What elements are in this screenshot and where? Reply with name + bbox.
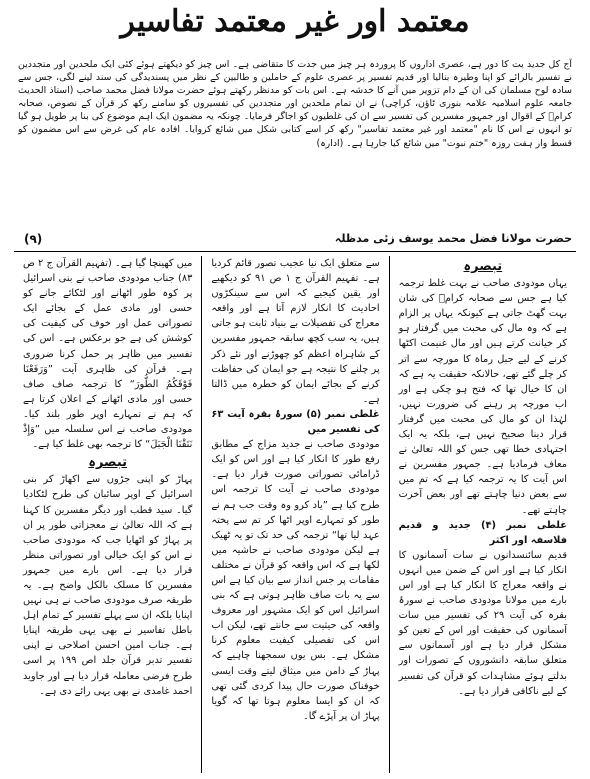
error-subheading: غلطی نمبر (۴) جدید و قدیم فلاسفہ اور اکثر (398, 519, 567, 546)
column-text: قدیم سائنسدانوں نے سات آسمانوں کا انکار کیا ہے اور اس کے ضمن میں انہوں نے واقعہ معراج کا انکار کیا ہے اور اس بارے میں مولانا مودودی صاحب نے سورۂ بقرہ کی آیت ۲۹ کی تفسیر میں سات آسمانوں کی حقیقت اور اس کے تعین کو مشکل قرار دیا ہے اور آسمانوں سے متعلق سابقہ دانشوروں کے تصورات اور بدلتے ہوئے مشاہدات کو قرآن کی تفسیر کے لیے ناکافی قرار دیا ہے۔ (398, 549, 567, 697)
column-text: پہاڑ کو اپنی جڑوں سے اکھاڑ کر بنی اسرائیل کے اوپر سائبان کی طرح لٹکادیا گیا۔ سید قطب اور دیگر مفسرین کا کہنا ہے کہ اللہ تعالیٰ نے معجزاتی طور پر ان پر پہاڑ کو اٹھایا جب کہ مودودی صاحب نے اس کو ایک خیالی اور تصوراتی منظر قرار دیا ہے۔ اس بارے میں جمہور مفسرین کا مسلک بالکل واضح ہے۔ یہ طریقہ صرف مودودی صاحب نے ہی نہیں اپنایا بلکہ ان سے پہلے تفسیر کے تمام اہل باطل تفاسیر نے بھی یہی طریقہ اپنایا ہے۔ جناب امین احسن اصلاحی نے اپنی تفسیر تدبر قرآن جلد اص ۱۹۹ پر اسی طرح فرضی معاملہ قرار دیا ہے اور جاوید احمد غامدی نے بھی یہی رائے دی ہے۔ (23, 474, 193, 697)
article-title: معتمد اور غیر معتمد تفاسیر (120, 4, 470, 39)
column-text: سے متعلق ایک نیا عجیب تصور قائم کردیا ہے۔ تفہیم القرآن ج ۱ ص ۹۱ کو دیکھیے اور یقین کیجیے کہ اس سے سینکڑوں احادیث کا انکار لازم آتا ہے اور واقعہ معراج کی تفصیلات بے بنیاد ثابت ہو جاتی ہیں، یہ سب کچھ سابقہ جمہور مفسرین کے شاہراہ اعظم کو چھوڑنے اور نئے ذکر پر چلنے کا نتیجہ ہے جو ایمان کی حفاظت کرنے کے بجائے ایمان کو خطرہ میں ڈالتا ہے۔ (211, 258, 380, 405)
column-heading: تبصرہ (88, 455, 128, 471)
editorial-intro: آج کل جدید یت کا دور ہے، عصری اداروں کا پروردہ ہر چیز میں جدت کا متقاضی ہے۔ اس چیز کو دیکھتے ہوئے کئی ایک ملحدین اور متجددین نے تفسیر بالرائے کو اپنا وطیرہ بنالیا اور قدیم تفسیر پر عصری علوم کے حاملین و طالبین کے نظر میں پسندیدگی کی سند لینے لگی، جس سے سادہ لوح مسلمان کی ان کے دام تزویر میں آنے کا خدشہ ہے۔ اس بات کو مدنظر رکھتے ہوئے حضرت مولانا فضل محمد صاحب (استاذ الحدیث جامعہ علوم اسلامیہ علامہ بنوری ٹاؤن، کراچی) نے ان تمام ملحدین اور متجددین کی تفسیروں کو سامنے رکھ کر قرآن کے نصوص، صحابہ کرامؓ کے اقوال اور جمہور مفسرین کی تفسیر سے ان کی غلطیوں کو اجاگر فرمایا۔ چونکہ یہ مضمون ایک اہم موضوع کی بنا پر طویل ہو گیا تو انہوں نے اس کا نام "معتمد اور غیر معتمد تفاسیر" رکھ کر اسے کتابی شکل میں شائع کروایا۔ افادہ عام کی غرض سے اس مضمون کو قسط وار ہفت روزہ "ختم نبوت" میں شائع کیا جارہا ہے۔ (ادارہ) (18, 59, 572, 149)
column-text: مودودی صاحب نے جدید مزاج کے مطابق رفع طور کا انکار کیا ہے اور اس کو ایک ڈرامائی تصوراتی صورت قرار دیا ہے۔ مودودی صاحب نے آیت کا ترجمہ اس طرح کیا ہے ”یاد کرو وہ وقت جب ہم نے طور کو تمہارے اوپر اٹھا کر تم سے پختہ عہد لیا تھا“ ترجمہ کی حد تک تو یہ ٹھیک ہے لیکن مودودی صاحب نے حاشیہ میں لکھا ہے کہ اس واقعہ کو قرآن نے مختلف مقامات پر جس انداز سے بیان کیا ہے اس سے یہ بات صاف ظاہر ہوتی ہے کہ بنی اسرائیل اس کو ایک مشہور اور معروف واقعہ کی حیثیت سے جانتے تھے، لیکن اب اس کی تفصیلی کیفیت معلوم کرنا مشکل ہے۔ بس یوں سمجھنا چاہیے کہ پہاڑ کے دامن میں میثاق لیتے وقت ایسی خوفناک صورت حال پیدا کردی گئی تھی کہ ان کو ایسا معلوم ہوتا تھا کہ گویا پہاڑ ان پر آپڑے گا۔ (211, 439, 380, 722)
page-number: (۹) (24, 232, 43, 246)
column-right (389, 256, 576, 773)
article-columns (14, 256, 576, 773)
column-text: میں کھینچا گیا ہے۔ (تفہیم القرآن ج ۲ ص ۸۳) جناب مودودی صاحب نے بنی اسرائیل پر کوہ طور اٹھانے اور لٹکائے جانے کو حسی اور مادی عمل کے بجائے ایک تصوراتی عمل اور خوف کی کیفیت کی کوشش کی ہے جو برعکس ہے۔ اس کی تفسیر میں ظاہر پر حمل کرنا ضروری ہے۔ قرآن کی ظاہری آیت ”وَرَفَعْنَا فَوْقَكُمُ الطُّورَ“ کا ترجمہ صاف صاف حسی اور مادی اٹھانے کے اعلان کرتا ہے کہ ہم نے تمہارے اوپر طور بلند کیا۔ مودودی صاحب نے اس سلسلہ میں ”وَإِذْ نَتَقْنَا الْجَبَلَ“ کا ترجمہ بھی غلط کیا ہے۔ (23, 258, 193, 451)
column-heading: تبصرہ (463, 259, 503, 274)
column-middle (201, 256, 388, 773)
error-subheading: غلطی نمبر (۵) سورۂ بقرہ آیت ۶۳ کی تفسیر میں (211, 408, 380, 436)
author-attribution: حضرت مولانا فضل محمد یوسف زئی مدظلہ (334, 232, 572, 245)
header-rule (14, 251, 576, 252)
column-left (14, 256, 201, 773)
column-text: یہاں مودودی صاحب نے بہت غلط ترجمہ کیا ہے جس سے صحابہ کرامؓ کی شان بہت گھٹ جاتی ہے کیونکہ یہاں پر الزام ہے کہ وہ مال کی محبت میں گرفتار ہو کر خیانت کرتے ہیں اور مال غنیمت اکٹھا کرنے کے لیے جبل رماة کا مورچہ سے اتر کر چلے گئے تھے، حالانکہ حقیقت یہ ہے کہ ان کا خیال تھا کہ فتح ہو چکی ہے اور اب مورچہ پر رہنے کی ضرورت نہیں، لہٰذا ان کو مال کی محبت میں گرفتار قرار دینا صحیح نہیں ہے، بلکہ یہ ایک اجتہادی خطا تھی جس کو اللہ تعالیٰ نے معاف فرمادیا ہے۔ جمہور مفسرین نے اس آیت کا یہ ترجمہ کیا ہے کہ تم میں سے بعض دنیا چاہتے تھے اور بعض آخرت چاہتے تھے۔ (398, 278, 567, 516)
